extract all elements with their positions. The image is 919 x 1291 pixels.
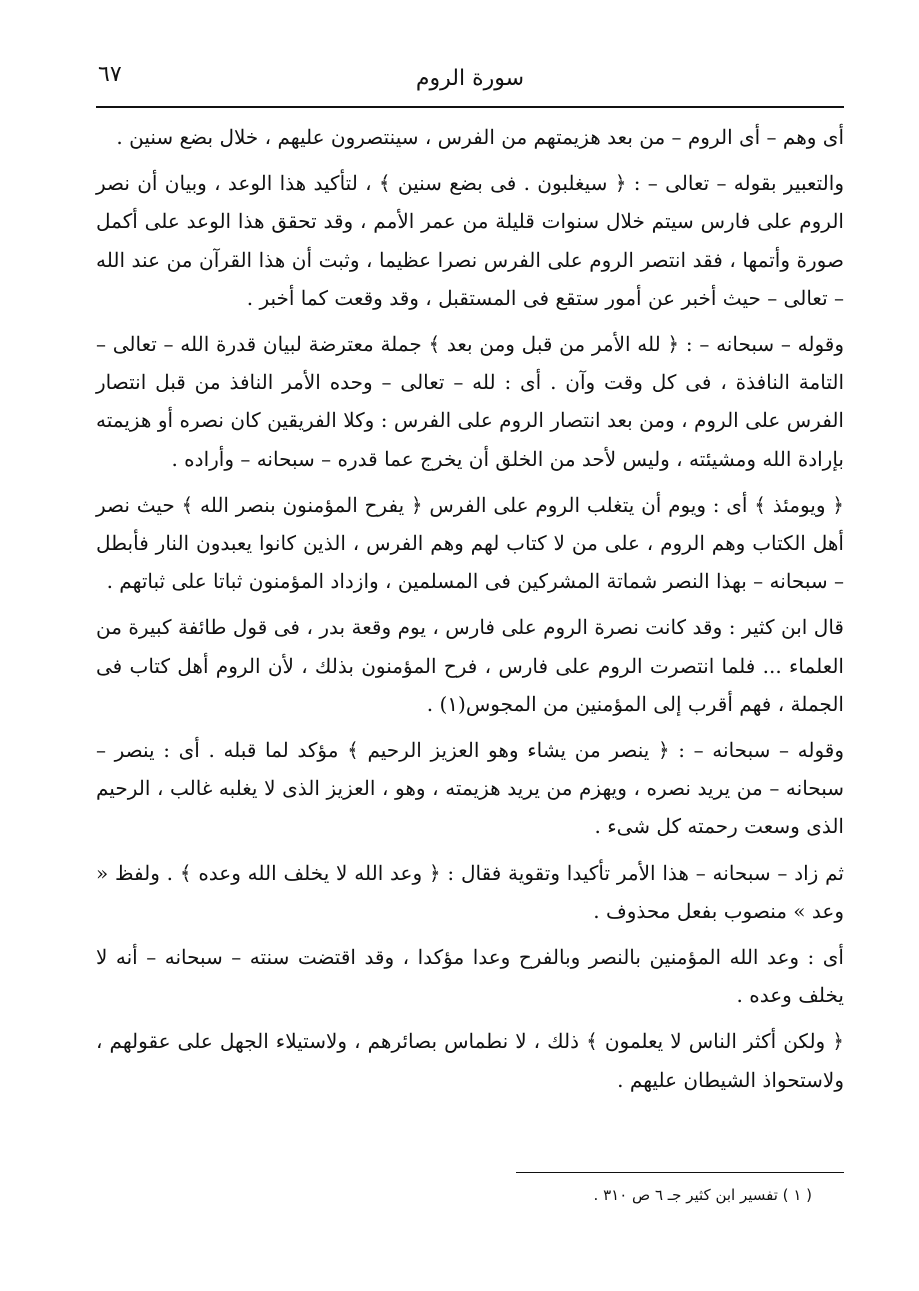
paragraph: وقوله – سبحانه – : ﴿ لله الأمر من قبل ومن بعد ﴾ جملة معترضة لبيان قدرة الله – تعالى – التامة النافذة ، فى كل وقت وآن . أى : لله – تعالى – وحده الأمر النافذ من قبل انتصار الفرس على الروم ، ومن بعد انتصار الروم على الفرس : وكلا الفريقين كان نصره أو هزيمته بإرادة الله ومشيئته ، وليس لأحد من الخلق أن يخرج عما قدره – سبحانه – وأراده . <box>96 332 844 471</box>
paragraph: ﴿ ويومئذ ﴾ أى : ويوم أن يتغلب الروم على الفرس ﴿ يفرح المؤمنون بنصر الله ﴾ حيث نصر أهل الكتاب وهم الروم ، على من لا كتاب لهم وهم الفرس ، الذين كانوا يعبدون النار فأبطل – سبحانه – بهذا النصر شماتة المشركين فى المسلمين ، وازداد المؤمنون ثباتا على ثباتهم . <box>96 492 844 594</box>
paragraph: قال ابن كثير : وقد كانت نصرة الروم على فارس ، يوم وقعة بدر ، فى قول طائفة كبيرة من العلماء ... فلما انتصرت الروم على فارس ، فرح المؤمنون بذلك ، لأن الروم أهل كتاب فى الجملة ، فهم أقرب إلى المؤمنين من المجوس(١) . <box>96 615 844 716</box>
body-text <box>96 118 844 1107</box>
running-title: سورة الروم <box>415 65 525 91</box>
page-header <box>96 52 844 104</box>
footnote-rule <box>516 1172 844 1173</box>
paragraph: أى وهم – أى الروم – من بعد هزيمتهم من الفرس ، سينتصرون عليهم ، خلال بضع سنين . <box>116 125 844 149</box>
header-rule <box>96 106 844 108</box>
page-number: ٦٧ <box>98 62 122 87</box>
footnote: ( ١ ) تفسير ابن كثير جـ ٦ ص ٣١٠ . <box>593 1186 812 1204</box>
paragraph: وقوله – سبحانه – : ﴿ ينصر من يشاء وهو العزيز الرحيم ﴾ مؤكد لما قبله . أى : ينصر – سبحانه – من يريد نصره ، ويهزم من يريد هزيمته ، وهو ، العزيز الذى لا يغلبه غالب ، الرحيم الذى وسعت رحمته كل شىء . <box>96 738 844 839</box>
paragraph: ثم زاد – سبحانه – هذا الأمر تأكيدا وتقوية فقال : ﴿ وعد الله لا يخلف الله وعده ﴾ . ولفظ « وعد » منصوب بفعل محذوف . <box>96 860 844 923</box>
paragraph: ﴿ ولكن أكثر الناس لا يعلمون ﴾ ذلك ، لا نطماس بصائرهم ، ولاستيلاء الجهل على عقولهم ، ولاستحواذ الشيطان عليهم . <box>96 1029 844 1092</box>
paragraph: أى : وعد الله المؤمنين بالنصر وبالفرح وعدا مؤكدا ، وقد اقتضت سنته – سبحانه – أنه لا يخلف وعده . <box>96 945 844 1008</box>
paragraph: والتعبير بقوله – تعالى – : ﴿ سيغلبون . فى بضع سنين ﴾ ، لتأكيد هذا الوعد ، وبيان أن نصر الروم على فارس سيتم خلال سنوات قليلة من عمر الأمم ، وقد تحقق هذا الوعد على أكمل صورة وأتمها ، فقد انتصر الروم على الفرس نصرا عظيما ، وثبت أن هذا القرآن من عند الله – تعالى – حيث أخبر عن أمور ستقع فى المستقبل ، وقد وقعت كما أخبر . <box>96 171 844 310</box>
